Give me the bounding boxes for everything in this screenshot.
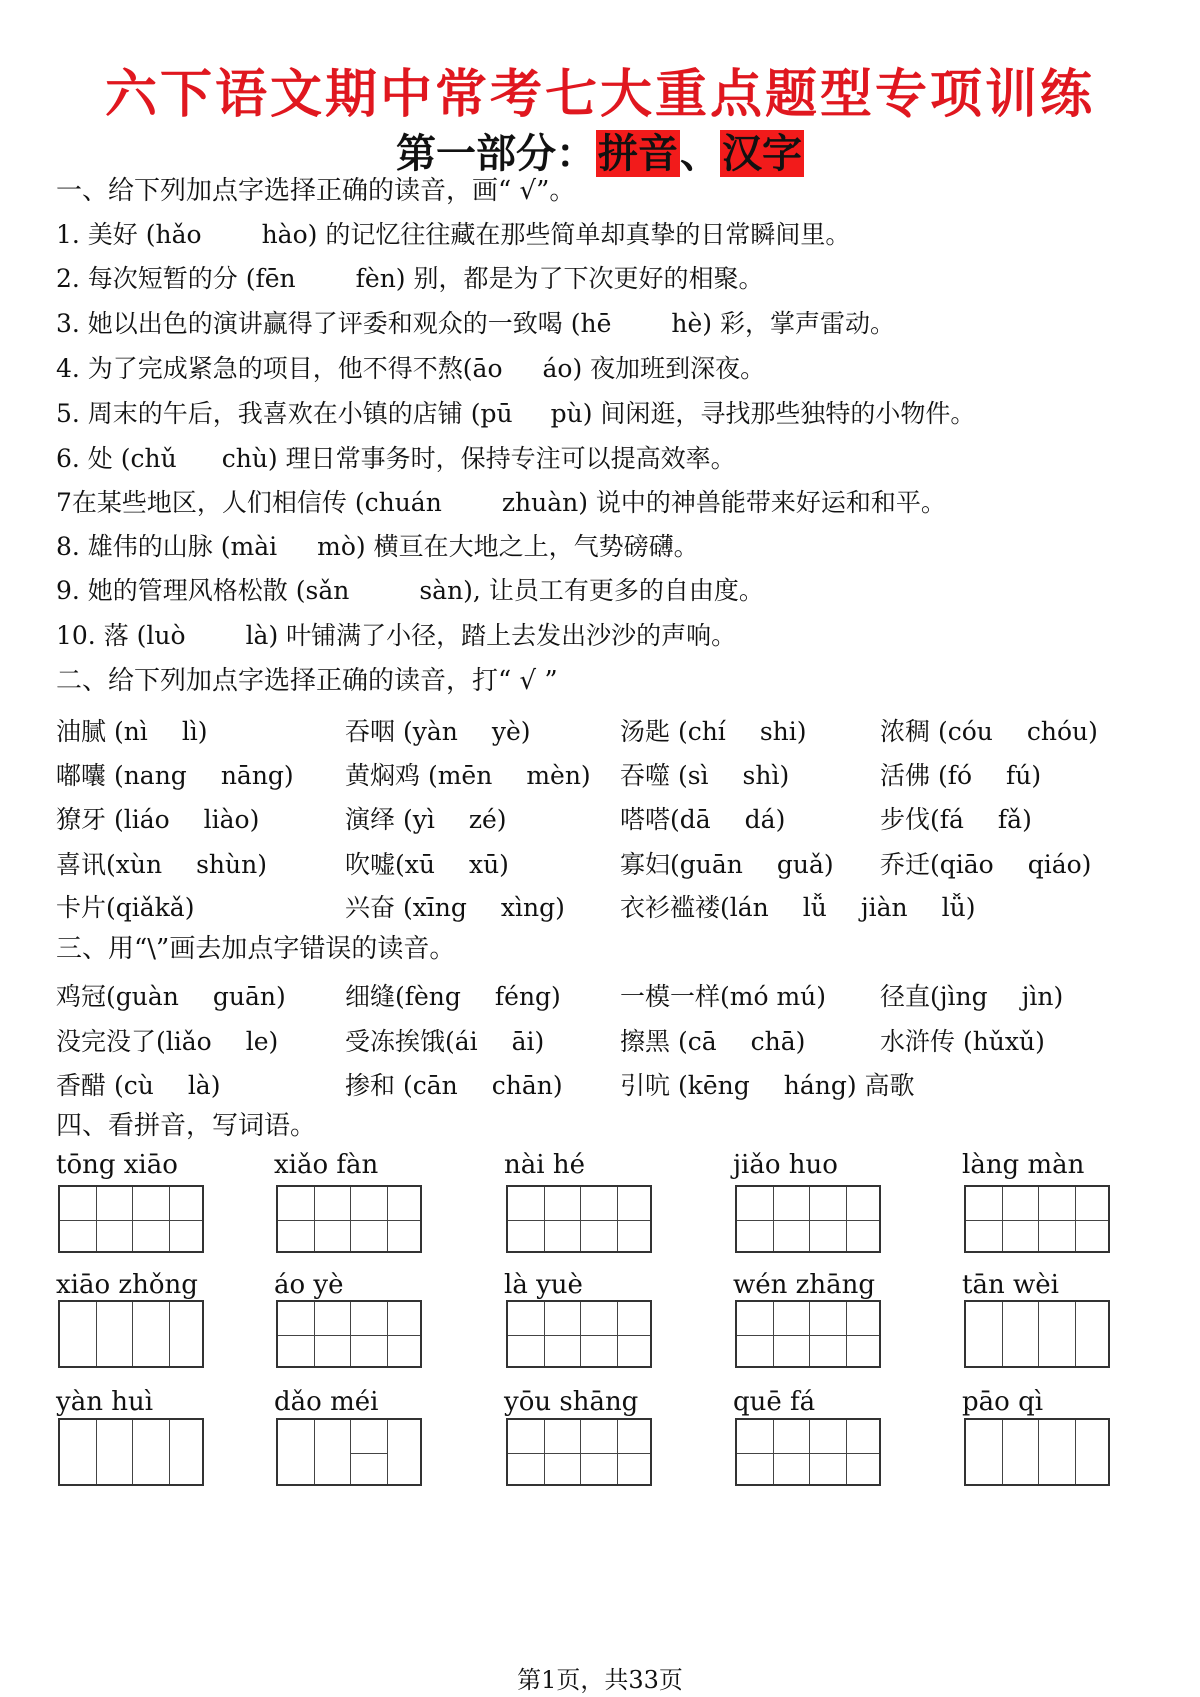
question-1-first-option[interactable]: 5. 周末的午后，我喜欢在小镇的店铺 (pū bbox=[56, 399, 513, 428]
question-1-item bbox=[56, 483, 946, 519]
wrong-reading-item[interactable] bbox=[880, 1022, 1045, 1058]
vocab-pinyin-item[interactable] bbox=[345, 888, 565, 924]
vocab-pinyin-reading: fǎ) bbox=[997, 805, 1032, 834]
vocab-pinyin-item[interactable] bbox=[880, 712, 1098, 748]
vocab-pinyin-reading: shi) bbox=[759, 717, 807, 746]
wrong-reading-reading: guān) bbox=[212, 982, 286, 1011]
vocab-pinyin-item[interactable] bbox=[620, 845, 834, 881]
question-1-first-option[interactable]: 3. 她以出色的演讲赢得了评委和观众的一致喝 (hē bbox=[56, 309, 612, 338]
wrong-reading-reading: chā) bbox=[750, 1027, 806, 1056]
vocab-pinyin-item[interactable] bbox=[880, 756, 1041, 792]
wrong-reading-reading: 水浒传 (hǔxǔ) bbox=[880, 1027, 1045, 1056]
worksheet-title: 六下语文期中常考七大重点题型专项训练 bbox=[104, 64, 1095, 125]
vocab-pinyin-reading: qiáo) bbox=[1027, 850, 1092, 879]
vocab-pinyin-reading: lì) bbox=[181, 717, 208, 746]
vocab-pinyin-item[interactable] bbox=[880, 800, 1032, 836]
vocab-pinyin-reading: xū) bbox=[468, 850, 509, 879]
question-1-second-option[interactable]: zhuàn) 说中的神兽能带来好运和和平。 bbox=[501, 488, 946, 517]
wrong-reading-reading: háng) 高歌 bbox=[783, 1071, 915, 1100]
vocab-pinyin-reading: 汤匙 (chí bbox=[620, 717, 726, 746]
vocab-pinyin-reading: 吞咽 (yàn bbox=[345, 717, 458, 746]
tianzige-answer-box[interactable] bbox=[964, 1185, 1110, 1253]
vocab-pinyin-item[interactable] bbox=[880, 845, 1091, 881]
wrong-reading-reading: 掺和 (cān bbox=[345, 1071, 458, 1100]
vocab-pinyin-reading: 乔迁(qiāo bbox=[880, 850, 994, 879]
wrong-reading-reading: 径直(jìng bbox=[880, 982, 988, 1011]
pinyin-prompt: áo yè bbox=[274, 1270, 344, 1300]
section2-heading: 二、给下列加点字选择正确的读音，打“ √ ” bbox=[56, 666, 558, 696]
vocab-pinyin-reading: 黄焖鸡 (mēn bbox=[345, 761, 493, 790]
pinyin-prompt: tōng xiāo bbox=[56, 1150, 178, 1180]
tianzige-answer-box[interactable] bbox=[964, 1300, 1110, 1368]
pinyin-prompt: xiǎo fàn bbox=[274, 1150, 379, 1180]
question-1-second-option[interactable]: hè) 彩，掌声雷动。 bbox=[671, 309, 896, 338]
wrong-reading-reading: féng) bbox=[494, 982, 561, 1011]
vocab-pinyin-reading: 寡妇(guān bbox=[620, 850, 743, 879]
question-1-item bbox=[56, 304, 895, 340]
vocab-pinyin-item[interactable] bbox=[56, 845, 267, 881]
question-1-item bbox=[56, 439, 736, 475]
question-1-second-option[interactable]: sàn), 让员工有更多的自由度。 bbox=[419, 576, 764, 605]
pinyin-prompt: dǎo méi bbox=[274, 1387, 379, 1417]
tianzige-answer-box[interactable] bbox=[58, 1418, 204, 1486]
vocab-pinyin-item[interactable] bbox=[56, 888, 194, 924]
pinyin-prompt: tān wèi bbox=[962, 1270, 1059, 1300]
vocab-pinyin-reading: dá) bbox=[744, 805, 786, 834]
vocab-pinyin-reading: 嘟囔 (nang bbox=[56, 761, 187, 790]
wrong-reading-reading: 香醋 (cù bbox=[56, 1071, 154, 1100]
question-1-item bbox=[56, 215, 850, 251]
wrong-reading-reading: 一模一样(mó mú) bbox=[620, 982, 827, 1011]
vocab-pinyin-item[interactable] bbox=[56, 756, 294, 792]
wrong-reading-reading: chān) bbox=[491, 1071, 563, 1100]
vocab-pinyin-reading: liào) bbox=[203, 805, 260, 834]
pinyin-prompt: pāo qì bbox=[962, 1387, 1044, 1417]
vocab-pinyin-item[interactable] bbox=[56, 800, 259, 836]
question-1-first-option[interactable]: 6. 处 (chǔ bbox=[56, 444, 177, 473]
tianzige-answer-box[interactable] bbox=[506, 1185, 652, 1253]
vocab-pinyin-item[interactable] bbox=[620, 712, 807, 748]
subtitle-sep: 、 bbox=[680, 130, 720, 177]
vocab-pinyin-item[interactable] bbox=[345, 845, 509, 881]
pinyin-prompt: làng màn bbox=[962, 1150, 1085, 1180]
vocab-pinyin-reading: 浓稠 (cóu bbox=[880, 717, 993, 746]
pinyin-prompt: wén zhāng bbox=[733, 1270, 875, 1300]
subtitle-highlight-pinyin: 拼音 bbox=[598, 130, 678, 177]
wrong-reading-item[interactable] bbox=[56, 1066, 220, 1102]
vocab-pinyin-reading: shì) bbox=[742, 761, 790, 790]
wrong-reading-reading: 引吭 (kēng bbox=[620, 1071, 750, 1100]
question-1-second-option[interactable]: áo) 夜加班到深夜。 bbox=[542, 354, 766, 383]
vocab-pinyin-item[interactable] bbox=[620, 800, 785, 836]
section3-heading: 三、用“\”画去加点字错误的读音。 bbox=[56, 934, 456, 964]
tianzige-answer-box[interactable] bbox=[506, 1418, 652, 1486]
vocab-pinyin-item[interactable] bbox=[56, 712, 208, 748]
wrong-reading-reading: 没完没了(liǎo bbox=[56, 1027, 212, 1056]
pinyin-prompt: quē fá bbox=[733, 1387, 816, 1417]
vocab-pinyin-reading: 油腻 (nì bbox=[56, 717, 148, 746]
vocab-pinyin-reading: mèn) bbox=[526, 761, 591, 790]
tianzige-answer-box[interactable] bbox=[58, 1185, 204, 1253]
question-1-item bbox=[56, 349, 765, 385]
question-1-item bbox=[56, 527, 699, 563]
subtitle-prefix: 第一部分： bbox=[396, 130, 596, 177]
tianzige-answer-box[interactable] bbox=[735, 1185, 881, 1253]
wrong-reading-reading: 细缝(fèng bbox=[345, 982, 461, 1011]
tianzige-answer-box[interactable] bbox=[276, 1418, 422, 1486]
wrong-reading-item[interactable] bbox=[620, 1066, 915, 1102]
tianzige-answer-box[interactable] bbox=[506, 1300, 652, 1368]
wrong-reading-item[interactable] bbox=[620, 1022, 805, 1058]
wrong-reading-reading: 鸡冠(guàn bbox=[56, 982, 179, 1011]
vocab-pinyin-reading: 吹嘘(xū bbox=[345, 850, 435, 879]
question-1-second-option[interactable]: chù) 理日常事务时，保持专注可以提高效率。 bbox=[221, 444, 736, 473]
vocab-pinyin-reading: nāng) bbox=[220, 761, 294, 790]
vocab-pinyin-reading: 活佛 (fó bbox=[880, 761, 973, 790]
tianzige-answer-box[interactable] bbox=[58, 1300, 204, 1368]
question-1-item bbox=[56, 571, 764, 607]
vocab-pinyin-reading: 喜讯(xùn bbox=[56, 850, 163, 879]
wrong-reading-item[interactable] bbox=[56, 1022, 278, 1058]
wrong-reading-reading: 擦黑 (cā bbox=[620, 1027, 717, 1056]
question-1-first-option[interactable]: 9. 她的管理风格松散 (sǎn bbox=[56, 576, 350, 605]
wrong-reading-reading: āi) bbox=[511, 1027, 545, 1056]
pinyin-prompt: yàn huì bbox=[56, 1387, 154, 1417]
pinyin-prompt: jiǎo huo bbox=[733, 1150, 838, 1180]
question-1-item bbox=[56, 259, 764, 295]
vocab-pinyin-item[interactable] bbox=[345, 712, 531, 748]
question-1-second-option[interactable]: hào) 的记忆往往藏在那些简单却真挚的日常瞬间里。 bbox=[261, 220, 851, 249]
question-1-second-option[interactable]: mò) 横亘在大地之上，气势磅礴。 bbox=[317, 532, 699, 561]
wrong-reading-item[interactable] bbox=[345, 1066, 563, 1102]
pinyin-prompt: là yuè bbox=[504, 1270, 583, 1300]
question-1-second-option[interactable]: pù) 间闲逛，寻找那些独特的小物件。 bbox=[550, 399, 976, 428]
vocab-pinyin-item[interactable] bbox=[345, 800, 507, 836]
section1-heading: 一、给下列加点字选择正确的读音，画“ √”。 bbox=[56, 176, 576, 206]
vocab-pinyin-reading: 兴奋 (xīng bbox=[345, 893, 467, 922]
vocab-pinyin-reading: zé) bbox=[468, 805, 507, 834]
vocab-pinyin-reading: lǚ) bbox=[941, 893, 976, 922]
question-1-first-option[interactable]: 10. 落 (luò bbox=[56, 621, 186, 650]
wrong-reading-reading: jìn) bbox=[1021, 982, 1064, 1011]
vocab-pinyin-reading: 衣衫褴褛(lán bbox=[620, 893, 769, 922]
vocab-pinyin-reading: chóu) bbox=[1026, 717, 1098, 746]
wrong-reading-reading: là) bbox=[187, 1071, 221, 1100]
subtitle-highlight-hanzi: 汉字 bbox=[722, 130, 802, 177]
pinyin-prompt: yōu shāng bbox=[504, 1387, 639, 1417]
wrong-reading-item[interactable] bbox=[56, 977, 286, 1013]
wrong-reading-item[interactable] bbox=[345, 1022, 544, 1058]
vocab-pinyin-reading: xìng) bbox=[500, 893, 565, 922]
vocab-pinyin-item[interactable] bbox=[620, 888, 976, 924]
page-footer: 第1页，共33页 bbox=[517, 1666, 683, 1694]
tianzige-answer-box[interactable] bbox=[735, 1300, 881, 1368]
question-1-first-option[interactable]: 7在某些地区，人们相信传 (chuán bbox=[56, 488, 442, 517]
tianzige-answer-box[interactable] bbox=[276, 1185, 422, 1253]
wrong-reading-item[interactable] bbox=[345, 977, 561, 1013]
question-1-second-option[interactable]: fèn) 别，都是为了下次更好的相聚。 bbox=[355, 264, 764, 293]
tianzige-answer-box[interactable] bbox=[276, 1300, 422, 1368]
question-1-first-option[interactable]: 4. 为了完成紧急的项目，他不得不熬(āo bbox=[56, 354, 503, 383]
tianzige-answer-box[interactable] bbox=[964, 1418, 1110, 1486]
vocab-pinyin-reading: lǚ bbox=[802, 893, 827, 922]
question-1-second-option[interactable]: là) 叶铺满了小径，踏上去发出沙沙的声响。 bbox=[245, 621, 737, 650]
vocab-pinyin-reading: 卡片(qiǎkǎ) bbox=[56, 893, 195, 922]
vocab-pinyin-item[interactable] bbox=[345, 756, 591, 792]
tianzige-answer-box[interactable] bbox=[735, 1418, 881, 1486]
vocab-pinyin-reading: 嗒嗒(dā bbox=[620, 805, 711, 834]
pinyin-prompt: xiāo zhǒng bbox=[56, 1270, 198, 1300]
pinyin-prompt: nài hé bbox=[504, 1150, 585, 1180]
vocab-pinyin-reading: shùn) bbox=[196, 850, 267, 879]
question-1-first-option[interactable]: 8. 雄伟的山脉 (mài bbox=[56, 532, 278, 561]
vocab-pinyin-reading: yè) bbox=[491, 717, 531, 746]
vocab-pinyin-reading: 吞噬 (sì bbox=[620, 761, 709, 790]
vocab-pinyin-reading: jiàn bbox=[860, 893, 908, 922]
section4-heading: 四、看拼音，写词语。 bbox=[56, 1111, 317, 1141]
vocab-pinyin-reading: fú) bbox=[1006, 761, 1042, 790]
wrong-reading-reading: 受冻挨饿(ái bbox=[345, 1027, 478, 1056]
question-1-item bbox=[56, 394, 975, 430]
question-1-first-option[interactable]: 2. 每次短暂的分 (fēn bbox=[56, 264, 296, 293]
question-1-first-option[interactable]: 1. 美好 (hǎo bbox=[56, 220, 202, 249]
wrong-reading-reading: le) bbox=[245, 1027, 279, 1056]
vocab-pinyin-reading: 演绎 (yì bbox=[345, 805, 435, 834]
vocab-pinyin-item[interactable] bbox=[620, 756, 789, 792]
vocab-pinyin-reading: 獠牙 (liáo bbox=[56, 805, 170, 834]
wrong-reading-item[interactable] bbox=[620, 977, 826, 1013]
vocab-pinyin-reading: guǎ) bbox=[776, 850, 834, 879]
vocab-pinyin-reading: 步伐(fá bbox=[880, 805, 964, 834]
wrong-reading-item[interactable] bbox=[880, 977, 1063, 1013]
question-1-item bbox=[56, 616, 736, 652]
